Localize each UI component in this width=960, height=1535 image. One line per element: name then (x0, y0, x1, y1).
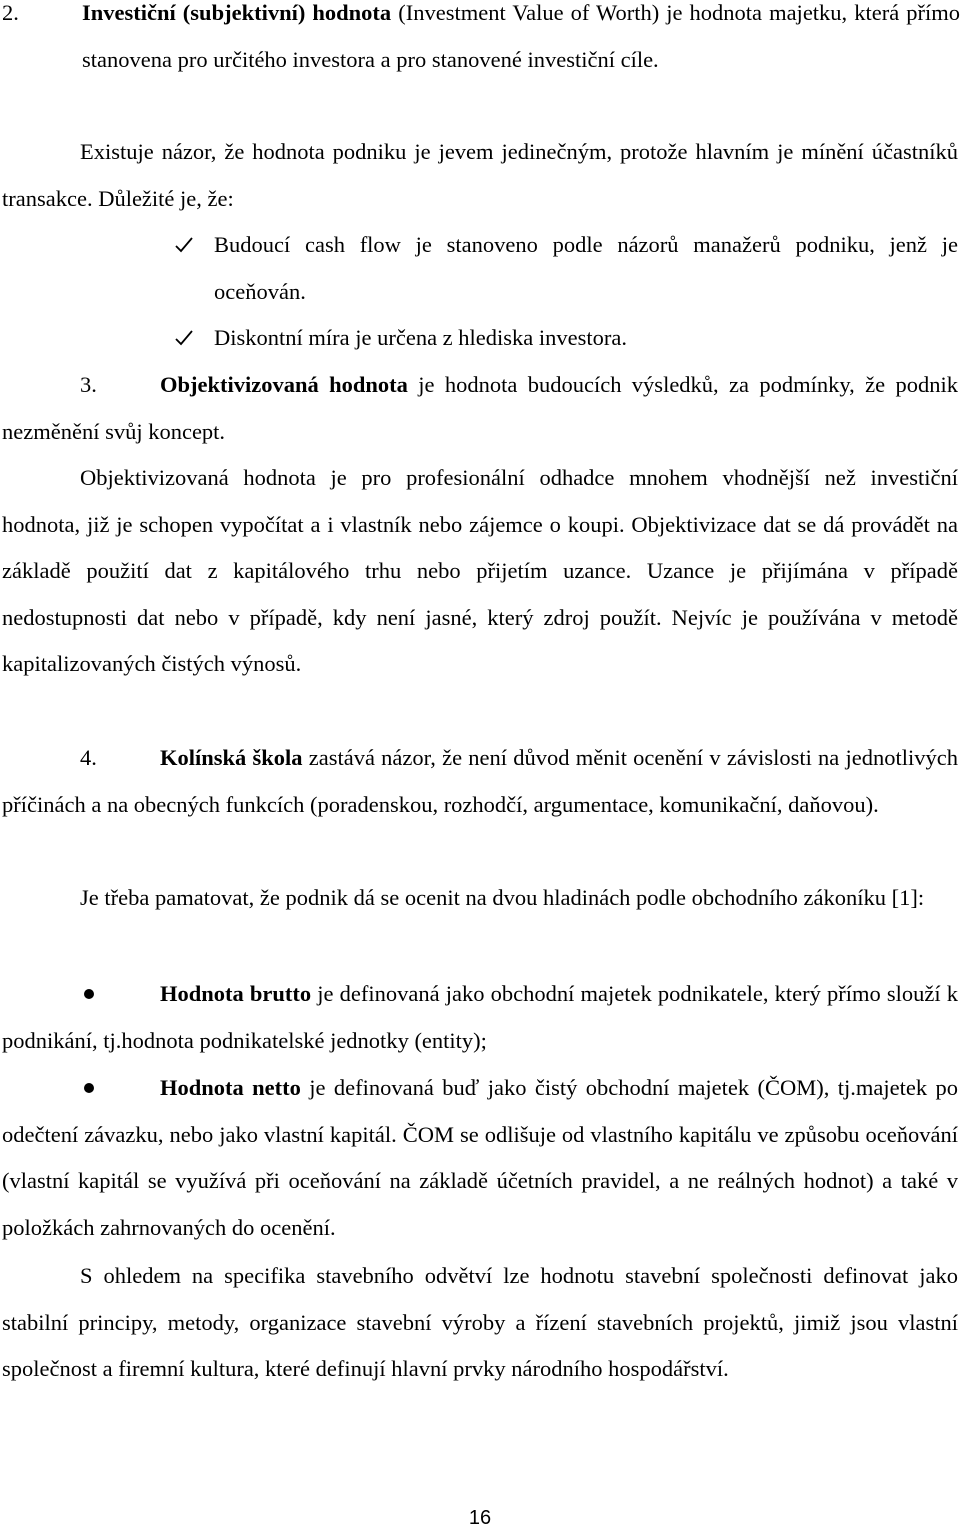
item-3-text: je hodnota budoucích výsledků, za podmínky, že podnik nezměnění svůj koncept. (2, 372, 958, 444)
bullet-item (2, 971, 958, 1064)
bullet-term: Hodnota brutto (160, 981, 312, 1006)
bullet-icon (84, 1083, 94, 1093)
paragraph-objektivizovana: Objektivizovaná hodnota je pro profesionální odhadce mnohem vhodnější než investiční hodnota, již je schopen vypočítat a i vlastník nebo zájemce o koupi. Objektivizace dat se dá provádět na základě použití dat z kapitálového trhu nebo přijetím uzance. Uzance je přijímána v případě nedostupnosti dat nebo v případě, kdy není jasné, který zdroj použít. Nejvíc je používána v metodě kapitalizovaných čistých výnosů. (2, 465, 958, 676)
bullet-text: je definovaná buď jako čistý obchodní majetek (ČOM), tj.majetek po odečtení závazku, nebo jako vlastní kapitál. ČOM se odlišuje od vlastního kapitálu ve způsobu oceňování (vlastní kapitál se využívá při oceňování na základě účetních pravidel, a ne reálných hodnot) a také v položkách zahrnovaných do ocenění. (2, 1075, 958, 1240)
paragraph-ohledem: S ohledem na specifika stavebního odvětví lze hodnotu stavební společnosti definovat jako stabilní principy, metody, organizace stavební výroby a řízení stavebních projektů, jimiž jsou vlastní společnost a firemní kultura, které definují hlavní prvky národního hospodářství. (2, 1263, 958, 1381)
bullet-text: je definovaná jako obchodní majetek podnikatele, který přímo slouží k podnikání, tj.hodnota podnikatelské jednotky (entity); (2, 981, 958, 1053)
paragraph-existuje: Existuje názor, že hodnota podniku je jevem jedinečným, protože hlavním je mínění účastníků transakce. Důležité je, že: (2, 139, 958, 211)
item-3-number: 3. (80, 372, 97, 397)
item-3-paragraph (2, 362, 958, 455)
bullet-icon (84, 989, 94, 999)
item-2-text: (Investment Value of Worth) je hodnota majetku, která přímo stanovena pro určitého investora a pro stanovené investiční cíle. (82, 0, 960, 72)
item-4-number: 4. (80, 745, 97, 770)
item-3-term: Objektivizovaná hodnota (160, 372, 408, 397)
checklist-item-text: Diskontní míra je určena z hlediska investora. (214, 325, 627, 350)
bullet-item (2, 1065, 958, 1251)
item-4-term: Kolínská škola (160, 745, 303, 770)
item-4-paragraph (2, 735, 958, 828)
item-2-paragraph (2, 0, 960, 83)
checklist-item-text: Budoucí cash flow je stanoveno podle názorů manažerů podniku, jenž je oceňován. (214, 232, 958, 304)
paragraph-pamatovat: Je třeba pamatovat, že podnik dá se ocenit na dvou hladinách podle obchodního zákoníku [1]: (80, 885, 925, 910)
checklist-item (214, 315, 958, 362)
checkmark-icon (174, 315, 198, 362)
page-number: 16 (468, 1507, 492, 1529)
item-2-term: Investiční (subjektivní) hodnota (82, 0, 392, 25)
checkmark-icon (174, 222, 198, 269)
item-4-text: zastává názor, že není důvod měnit ocenění v závislosti na jednotlivých příčinách a na obecných funkcích (poradenskou, rozhodčí, argumentace, komunikační, daňovou). (2, 745, 958, 817)
checklist-item (214, 222, 958, 315)
item-2-number: 2. (2, 0, 19, 25)
bullet-term: Hodnota netto (160, 1075, 301, 1100)
